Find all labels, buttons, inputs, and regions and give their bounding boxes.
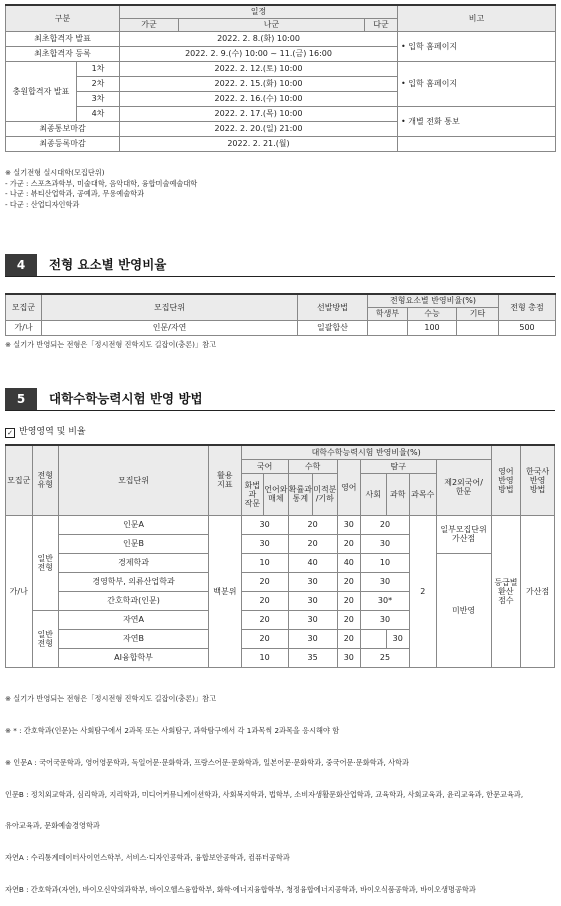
- col-m2: 미적분 /기하: [313, 473, 337, 515]
- note-line: - 다군 : 산업디자인학과: [5, 199, 80, 209]
- cell-eng: 20: [337, 572, 360, 591]
- section-4-header: [5, 254, 555, 277]
- col-type: 전형 유형: [32, 445, 59, 515]
- col-tam: 탐구: [361, 459, 436, 473]
- checkbox-item: [5, 427, 86, 438]
- cell-gita: [457, 320, 499, 335]
- cell-tam: 20: [361, 515, 410, 534]
- cell-kor: 20: [241, 629, 288, 648]
- cell-eng: 40: [337, 553, 360, 572]
- note-line: 자연A : 수리통계데이터사이언스학부, 서비스·디자인공학과, 융합보안공학과, 컴퓨터공학과: [5, 853, 290, 863]
- cell-unit: 간호학과(인문): [59, 591, 209, 610]
- note-line: ※ 실기전형 실시대학(모집단위): [5, 168, 105, 177]
- cell-hist: 가산점: [521, 515, 555, 667]
- note-line: 자연B : 간호학과(자연), 바이오신약의과학부, 바이오헬스융합학부, 화학·에너지융합학부, 청정융합에너지공학과, 바이오식품공학과, 바이오생명공학과: [5, 884, 476, 894]
- cell-tam: 30: [361, 534, 410, 553]
- col-group: 모집군: [6, 445, 33, 515]
- col-ga: 가군: [120, 18, 179, 31]
- cell-eng: 20: [337, 629, 360, 648]
- section-number: 4: [5, 254, 37, 276]
- row-note: [398, 136, 556, 151]
- section-number: 5: [5, 388, 37, 410]
- cell-eng: 30: [337, 515, 360, 534]
- cell-unit: 인문/자연: [42, 320, 298, 335]
- round-label: 1차: [77, 61, 120, 76]
- cell-kor: 20: [241, 610, 288, 629]
- cell-eng: 20: [337, 534, 360, 553]
- ratio-table: [5, 293, 556, 336]
- row-date: 2022. 2. 20.(일) 21:00: [120, 121, 398, 136]
- col-gita: 기타: [457, 307, 499, 320]
- col-elem: 전형요소별 반영비율(%): [368, 294, 499, 307]
- cell-tam: 30: [361, 572, 410, 591]
- checkbox-label: 반영영역 및 비율: [19, 427, 86, 437]
- cell-math: 20: [288, 515, 337, 534]
- cell-eng: 20: [337, 591, 360, 610]
- cell-unit: 경영학부, 의류산업학과: [59, 572, 209, 591]
- row-label: 충원합격자 발표: [6, 61, 77, 121]
- col-iljeong: 일정: [120, 5, 398, 18]
- col-k1: 화법과 작문: [241, 473, 263, 515]
- col-math: 수학: [288, 459, 337, 473]
- note-line: - 가군 : 스포츠과학부, 미술대학, 음악대학, 융합미술예술대학: [5, 178, 198, 188]
- section-title: 대학수학능력시험 반영 방법: [49, 391, 203, 406]
- row-date: 2022. 2. 15.(화) 10:00: [120, 76, 398, 91]
- schedule-table: [5, 4, 556, 152]
- row-note: • 입학 홈페이지: [398, 61, 556, 106]
- cell-group: 가/나: [6, 515, 33, 667]
- row-label: 최종통보마감: [6, 121, 120, 136]
- ratio-note: ※ 실기가 반영되는 전형은「정시전형 진학지도 길잡이(충론)」참고: [5, 340, 217, 349]
- cell-kor: 30: [241, 534, 288, 553]
- cell-type: 일반 전형: [32, 515, 59, 610]
- cell-total: 500: [499, 320, 556, 335]
- row-date: 2022. 2. 21.(월): [120, 136, 398, 151]
- section-5-header: [5, 388, 555, 411]
- cell-kor: 20: [241, 572, 288, 591]
- cell-hak: [368, 320, 408, 335]
- cell-math: 30: [288, 591, 337, 610]
- cell-kor: 10: [241, 553, 288, 572]
- col-t1: 사회: [361, 473, 387, 515]
- col-big: 대학수학능력시험 반영비율(%): [241, 445, 491, 459]
- note-line: ※ 실기가 반영되는 전형은「정시전형 진학지도 길잡이(충론)」참고: [5, 694, 217, 704]
- col-hak: 학생부: [368, 307, 408, 320]
- row-date: 2022. 2. 17.(목) 10:00: [120, 106, 398, 121]
- cell-kor: 10: [241, 648, 288, 667]
- round-label: 3차: [77, 91, 120, 106]
- col-hist: 한국사 반영 방법: [521, 445, 555, 515]
- col-m1: 확률과 통계: [288, 473, 312, 515]
- cell-unit: 자연B: [59, 629, 209, 648]
- round-label: 2차: [77, 76, 120, 91]
- col-unit: 모집단위: [42, 294, 298, 320]
- cell-unit: 자연A: [59, 610, 209, 629]
- col-use: 활용 지표: [209, 445, 242, 515]
- cell-math: 35: [288, 648, 337, 667]
- cell-sci: 30: [386, 629, 409, 648]
- col-k2: 언어와 매체: [264, 473, 288, 515]
- cell-unit: 인문A: [59, 515, 209, 534]
- col-gubun: 구분: [6, 5, 120, 31]
- row-label: 최초합격자 등록: [6, 46, 120, 61]
- cell-su: 100: [408, 320, 457, 335]
- col-method: 선발방법: [298, 294, 368, 320]
- col-t2: 과학: [386, 473, 409, 515]
- cell-unit: 경제학과: [59, 553, 209, 572]
- col-eng: 영어: [337, 459, 360, 515]
- col-su: 수능: [408, 307, 457, 320]
- cell-unit: AI융합학부: [59, 648, 209, 667]
- cell-engm: 등급별 환산 점수: [491, 515, 521, 667]
- col-engm: 영어 반영 방법: [491, 445, 521, 515]
- cell-math: 30: [288, 629, 337, 648]
- csat-table: [5, 444, 555, 668]
- col-t3: 과목수: [410, 473, 437, 515]
- cell-soc: [361, 629, 387, 648]
- cell-tam: 25: [361, 648, 410, 667]
- csat-notes: [5, 673, 523, 906]
- note-line: 유아교육과, 문화예술경영학과: [5, 821, 100, 831]
- row-label: 최종등록마감: [6, 136, 120, 151]
- col-lang2: 제2외국어/ 한문: [436, 459, 491, 515]
- col-na: 나군: [179, 18, 365, 31]
- section-title: 전형 요소별 반영비율: [49, 257, 167, 272]
- cell-tam: 30*: [361, 591, 410, 610]
- round-label: 4차: [77, 106, 120, 121]
- cell-math: 20: [288, 534, 337, 553]
- checkbox-icon: ✓: [5, 428, 15, 438]
- schedule-notes: [5, 168, 197, 210]
- col-kor: 국어: [241, 459, 288, 473]
- cell-group: 가/나: [6, 320, 42, 335]
- note-line: - 나군 : 뷰티산업학과, 공예과, 무용예술학과: [5, 189, 145, 199]
- cell-tam: 30: [361, 610, 410, 629]
- row-date: 2022. 2. 8.(화) 10:00: [120, 31, 398, 46]
- cell-type: 일반 전형: [32, 610, 59, 667]
- cell-eng: 30: [337, 648, 360, 667]
- cell-math: 30: [288, 572, 337, 591]
- cell-unit: 인문B: [59, 534, 209, 553]
- row-note: • 개별 전화 통보: [398, 106, 556, 136]
- cell-lang2: 미반영: [436, 553, 491, 667]
- note-line: ※ * : 간호학과(인문)는 사회탐구에서 2과목 또는 사회탐구, 과학탐구에서 각 1과목씩 2과목을 응시해야 함: [5, 725, 340, 735]
- col-da: 다군: [365, 18, 398, 31]
- row-date: 2022. 2. 12.(토) 10:00: [120, 61, 398, 76]
- note-line: ※ 인문A : 국어국문학과, 영어영문학과, 독일어문·문화학과, 프랑스어문·문화학과, 일본어문·문화학과, 중국어문·문화학과, 사학과: [5, 757, 409, 767]
- row-date: 2022. 2. 16.(수) 10:00: [120, 91, 398, 106]
- col-unit: 모집단위: [59, 445, 209, 515]
- col-total: 전형 총점: [499, 294, 556, 320]
- cell-tam: 10: [361, 553, 410, 572]
- cell-lang2: 일부모집단위 가산점: [436, 515, 491, 553]
- row-note: • 입학 홈페이지: [398, 31, 556, 61]
- cell-method: 일괄합산: [298, 320, 368, 335]
- row-date: 2022. 2. 9.(수) 10:00 ~ 11.(금) 16:00: [120, 46, 398, 61]
- cell-eng: 20: [337, 610, 360, 629]
- cell-subjects: 2: [410, 515, 437, 667]
- note-line: 인문B : 정치외교학과, 심리학과, 지리학과, 미디어커뮤니케이션학과, 사회복지학과, 법학부, 소비자생활문화산업학과, 교육학과, 사회교육과, 윤리교육과, 한문교육과,: [5, 789, 524, 799]
- cell-kor: 30: [241, 515, 288, 534]
- row-label: 최초합격자 발표: [6, 31, 120, 46]
- cell-use: 백분위: [209, 515, 242, 667]
- col-group: 모집군: [6, 294, 42, 320]
- cell-math: 40: [288, 553, 337, 572]
- cell-math: 30: [288, 610, 337, 629]
- cell-kor: 20: [241, 591, 288, 610]
- col-bigo: 비고: [398, 5, 556, 31]
